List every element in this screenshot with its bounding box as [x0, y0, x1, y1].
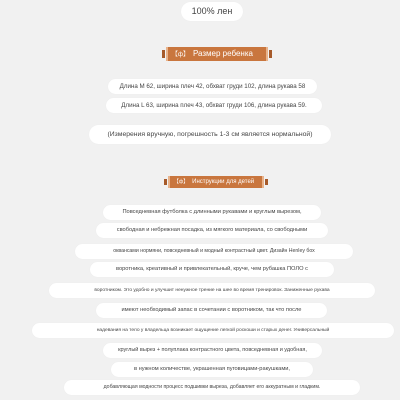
- instructions-line: в нужном количестве, украшенная пуговицами-ракушками,: [111, 362, 313, 377]
- instructions-line: круглый вырез + полуплака контрастного цвета, повседневная и удобная,: [103, 343, 322, 358]
- instructions-line: свободная и небрежная посадка, из мягкого материала, со свободными: [96, 223, 328, 238]
- size-section-icon: 【ф】: [172, 52, 189, 58]
- size-line-l: Длина L 63, ширина плеч 43, обхват груди 106, длина рукава 59.: [106, 98, 322, 113]
- instructions-section-banner: [168, 176, 264, 188]
- measurement-note: (Измерения вручную, погрешность 1-3 см является нормальной): [89, 125, 331, 144]
- size-section-banner: [166, 47, 268, 61]
- instructions-line: надевания на тело у владельца возникает ощущение легкой роскоши и старых денег. Универсальный: [32, 323, 394, 338]
- instructions-line: Повседневная футболка с длинными рукавами и круглым вырезом,: [103, 205, 321, 220]
- instructions-line: воротника, креативный и привлекательный, круче, чем рубашка ПОЛО с: [90, 262, 334, 277]
- size-line-m: Длина M 62, ширина плеч 42, обхват груди 102, длина рукава 58: [108, 79, 317, 94]
- instructions-line: добавляющая модности процесс подшивки выреза, добавляет его аккуратным и гладким.: [64, 380, 360, 395]
- instructions-section-icon: 【ф】: [174, 179, 189, 185]
- instructions-section-title: Инструкции для детей: [192, 179, 255, 185]
- instructions-line: имеют необходимый запас в сочетании с воротником, так что после: [96, 303, 327, 318]
- instructions-line: оквансами нормяни, повседневный и модный контрастный цвет. Дизайн Henley бох: [75, 244, 353, 259]
- material-label: 100% лен: [181, 2, 243, 21]
- size-section-title: Размер ребенка: [192, 49, 253, 58]
- instructions-line: воротником. Это удобно и улучшит ненужное трение на шее во время тренировок. Заниженные рукава: [49, 283, 375, 298]
